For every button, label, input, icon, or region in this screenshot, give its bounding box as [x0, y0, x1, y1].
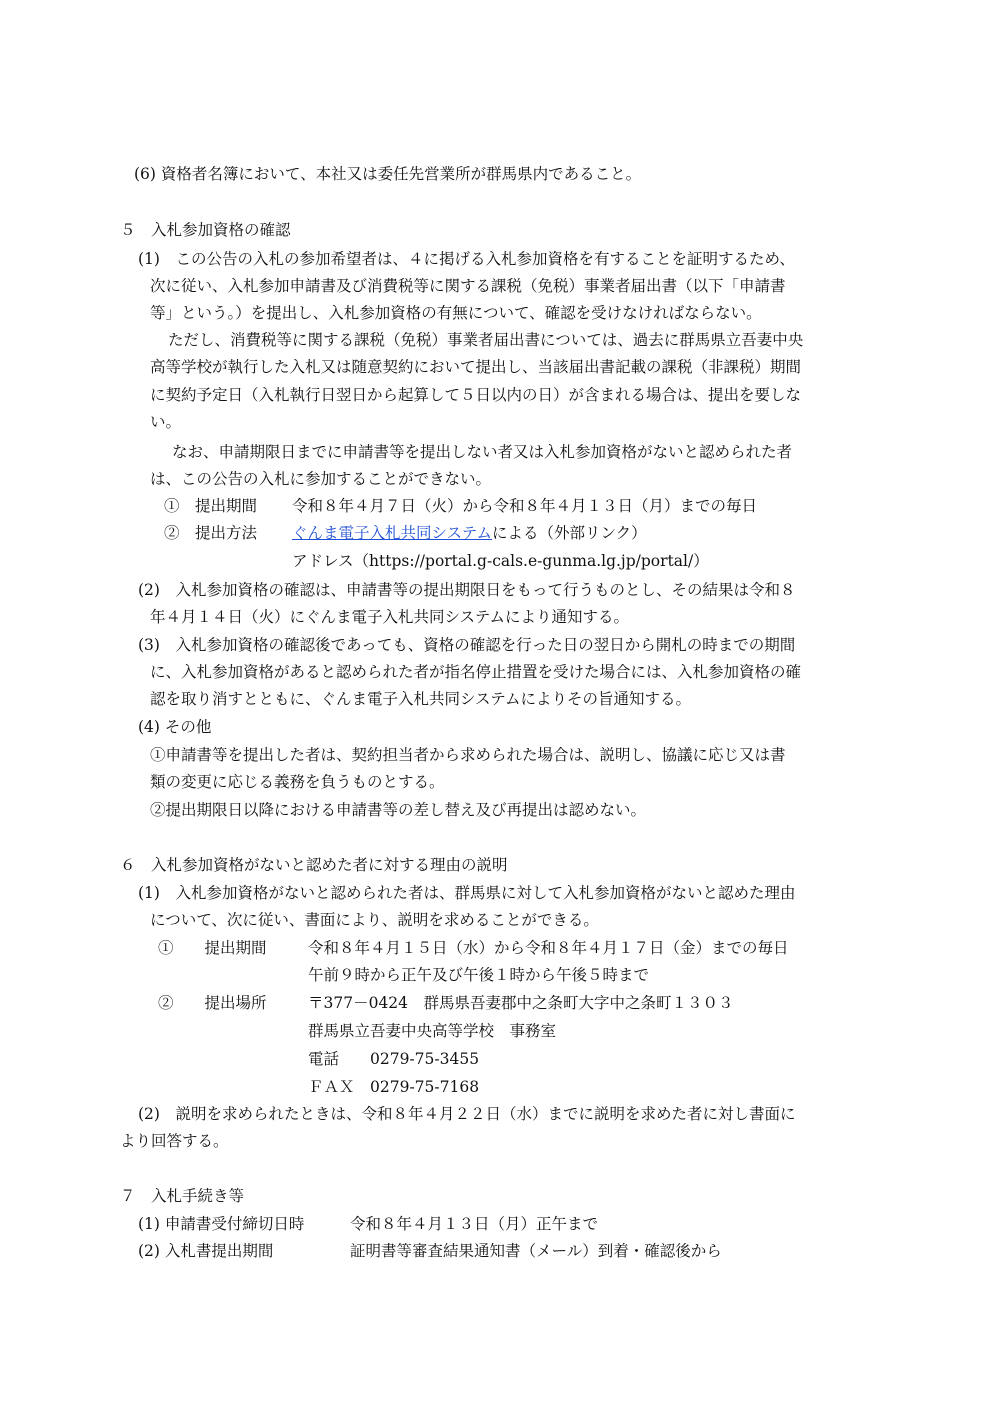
- sec7-deadline-value: 令和８年４月１３日（月）正午まで: [350, 1215, 599, 1233]
- sec5-p1-line3: 等」という。）を提出し、入札参加資格の有無について、確認を受けなければならない。: [150, 304, 762, 322]
- sec6-fax: ＦＡＸ 0279-75-7168: [308, 1078, 480, 1096]
- sec7-bid-period-value: 証明書等審査結果通知書（メール）到着・確認後から: [350, 1242, 722, 1260]
- sec5-p4-heading: (4) その他: [138, 718, 212, 736]
- sec5-tadashi-line1: ただし、消費税等に関する課税（免税）事業者届出書については、過去に群馬県立吾妻中央: [168, 331, 804, 349]
- sec5-p3-line1: (3) 入札参加資格の確認後であっても、資格の確認を行った日の翌日から開札の時までの期間: [138, 636, 796, 654]
- sec6-submission-period-label: ① 提出期間: [158, 939, 267, 957]
- gunma-e-bidding-system-link[interactable]: ぐんま電子入札共同システム: [292, 524, 492, 542]
- sec6-p1-line1: (1) 入札参加資格がないと認められた者は、群馬県に対して入札参加資格がないと認めた理由: [138, 884, 796, 902]
- sec5-tadashi-line3: に契約予定日（入札執行日翌日から起算して５日以内の日）が含まれる場合は、提出を要しな: [150, 386, 802, 404]
- sec6-p2-line2: より回答する。: [120, 1132, 229, 1150]
- sec5-p4-item2: ②提出期限日以降における申請書等の差し替え及び再提出は認めない。: [150, 801, 647, 819]
- sec5-submission-period-value: 令和８年４月７日（火）から令和８年４月１３日（月）までの毎日: [292, 497, 758, 515]
- sec5-p4-item1-line2: 類の変更に応じる義務を負うものとする。: [150, 773, 445, 791]
- sec6-submission-period-value: 令和８年４月１５日（水）から令和８年４月１７日（金）までの毎日: [308, 939, 789, 957]
- qualification-item-6: (6) 資格者名簿において、本社又は委任先営業所が群馬県内であること。: [134, 165, 642, 183]
- sec6-organization: 群馬県立吾妻中央高等学校 事務室: [308, 1022, 557, 1040]
- sec5-tadashi-line2: 高等学校が執行した入札又は随意契約において提出し、当該届出書記載の課税（非課税）期間: [150, 358, 802, 376]
- sec5-p3-line2: に、入札参加資格があると認められた者が指名停止措置を受けた場合には、入札参加資格の確: [150, 663, 802, 681]
- sec5-submission-method: [292, 523, 647, 543]
- section-5-heading: ５ 入札参加資格の確認: [120, 221, 291, 239]
- sec6-address: 〒377－0424 群馬県吾妻郡中之条町大字中之条町１３０３: [308, 994, 734, 1012]
- sec7-deadline-label: (1) 申請書受付締切日時: [138, 1215, 305, 1233]
- sec7-bid-period-label: (2) 入札書提出期間: [138, 1242, 274, 1260]
- sec5-p2-line2: 年４月１４日（火）にぐんま電子入札共同システムにより通知する。: [150, 608, 629, 626]
- sec5-submission-method-label: ② 提出方法: [164, 524, 258, 542]
- sec6-p2-line1: (2) 説明を求められたときは、令和８年４月２２日（水）までに説明を求めた者に対し書面に: [138, 1105, 796, 1123]
- sec6-submission-hours: 午前９時から正午及び午後１時から午後５時まで: [308, 966, 650, 984]
- submission-method-suffix: による（外部リンク）: [491, 524, 647, 542]
- sec5-tadashi-line4: い。: [150, 413, 182, 431]
- sec5-portal-address: アドレス（https://portal.g-cals.e-gunma.lg.jp/portal/）: [292, 552, 709, 570]
- sec5-p2-line1: (2) 入札参加資格の確認は、申請書等の提出期限日をもって行うものとし、その結果は令和８: [138, 581, 796, 599]
- sec6-submission-place-label: ② 提出場所: [158, 994, 267, 1012]
- sec5-nao-line2: は、この公告の入札に参加することができない。: [150, 470, 492, 488]
- section-6-heading: ６ 入札参加資格がないと認めた者に対する理由の説明: [120, 856, 508, 874]
- sec5-p4-item1-line1: ①申請書等を提出した者は、契約担当者から求められた場合は、説明し、協議に応じ又は書: [150, 746, 786, 764]
- sec5-submission-period-label: ① 提出期間: [164, 497, 258, 515]
- sec5-nao-line1: なお、申請期限日までに申請書等を提出しない者又は入札参加資格がないと認められた者: [172, 443, 793, 461]
- sec6-phone: 電話 0279-75-3455: [308, 1050, 480, 1068]
- sec5-p3-line3: 認を取り消すとともに、ぐんま電子入札共同システムによりその旨通知する。: [150, 690, 691, 708]
- sec5-p1-line1: (1) この公告の入札の参加希望者は、４に掲げる入札参加資格を有することを証明するため、: [138, 250, 795, 268]
- sec6-p1-line2: について、次に従い、書面により、説明を求めることができる。: [150, 911, 599, 929]
- section-7-heading: ７ 入札手続き等: [120, 1187, 245, 1205]
- sec5-p1-line2: 次に従い、入札参加申請書及び消費税等に関する課税（免税）事業者届出書（以下「申請書: [150, 277, 786, 295]
